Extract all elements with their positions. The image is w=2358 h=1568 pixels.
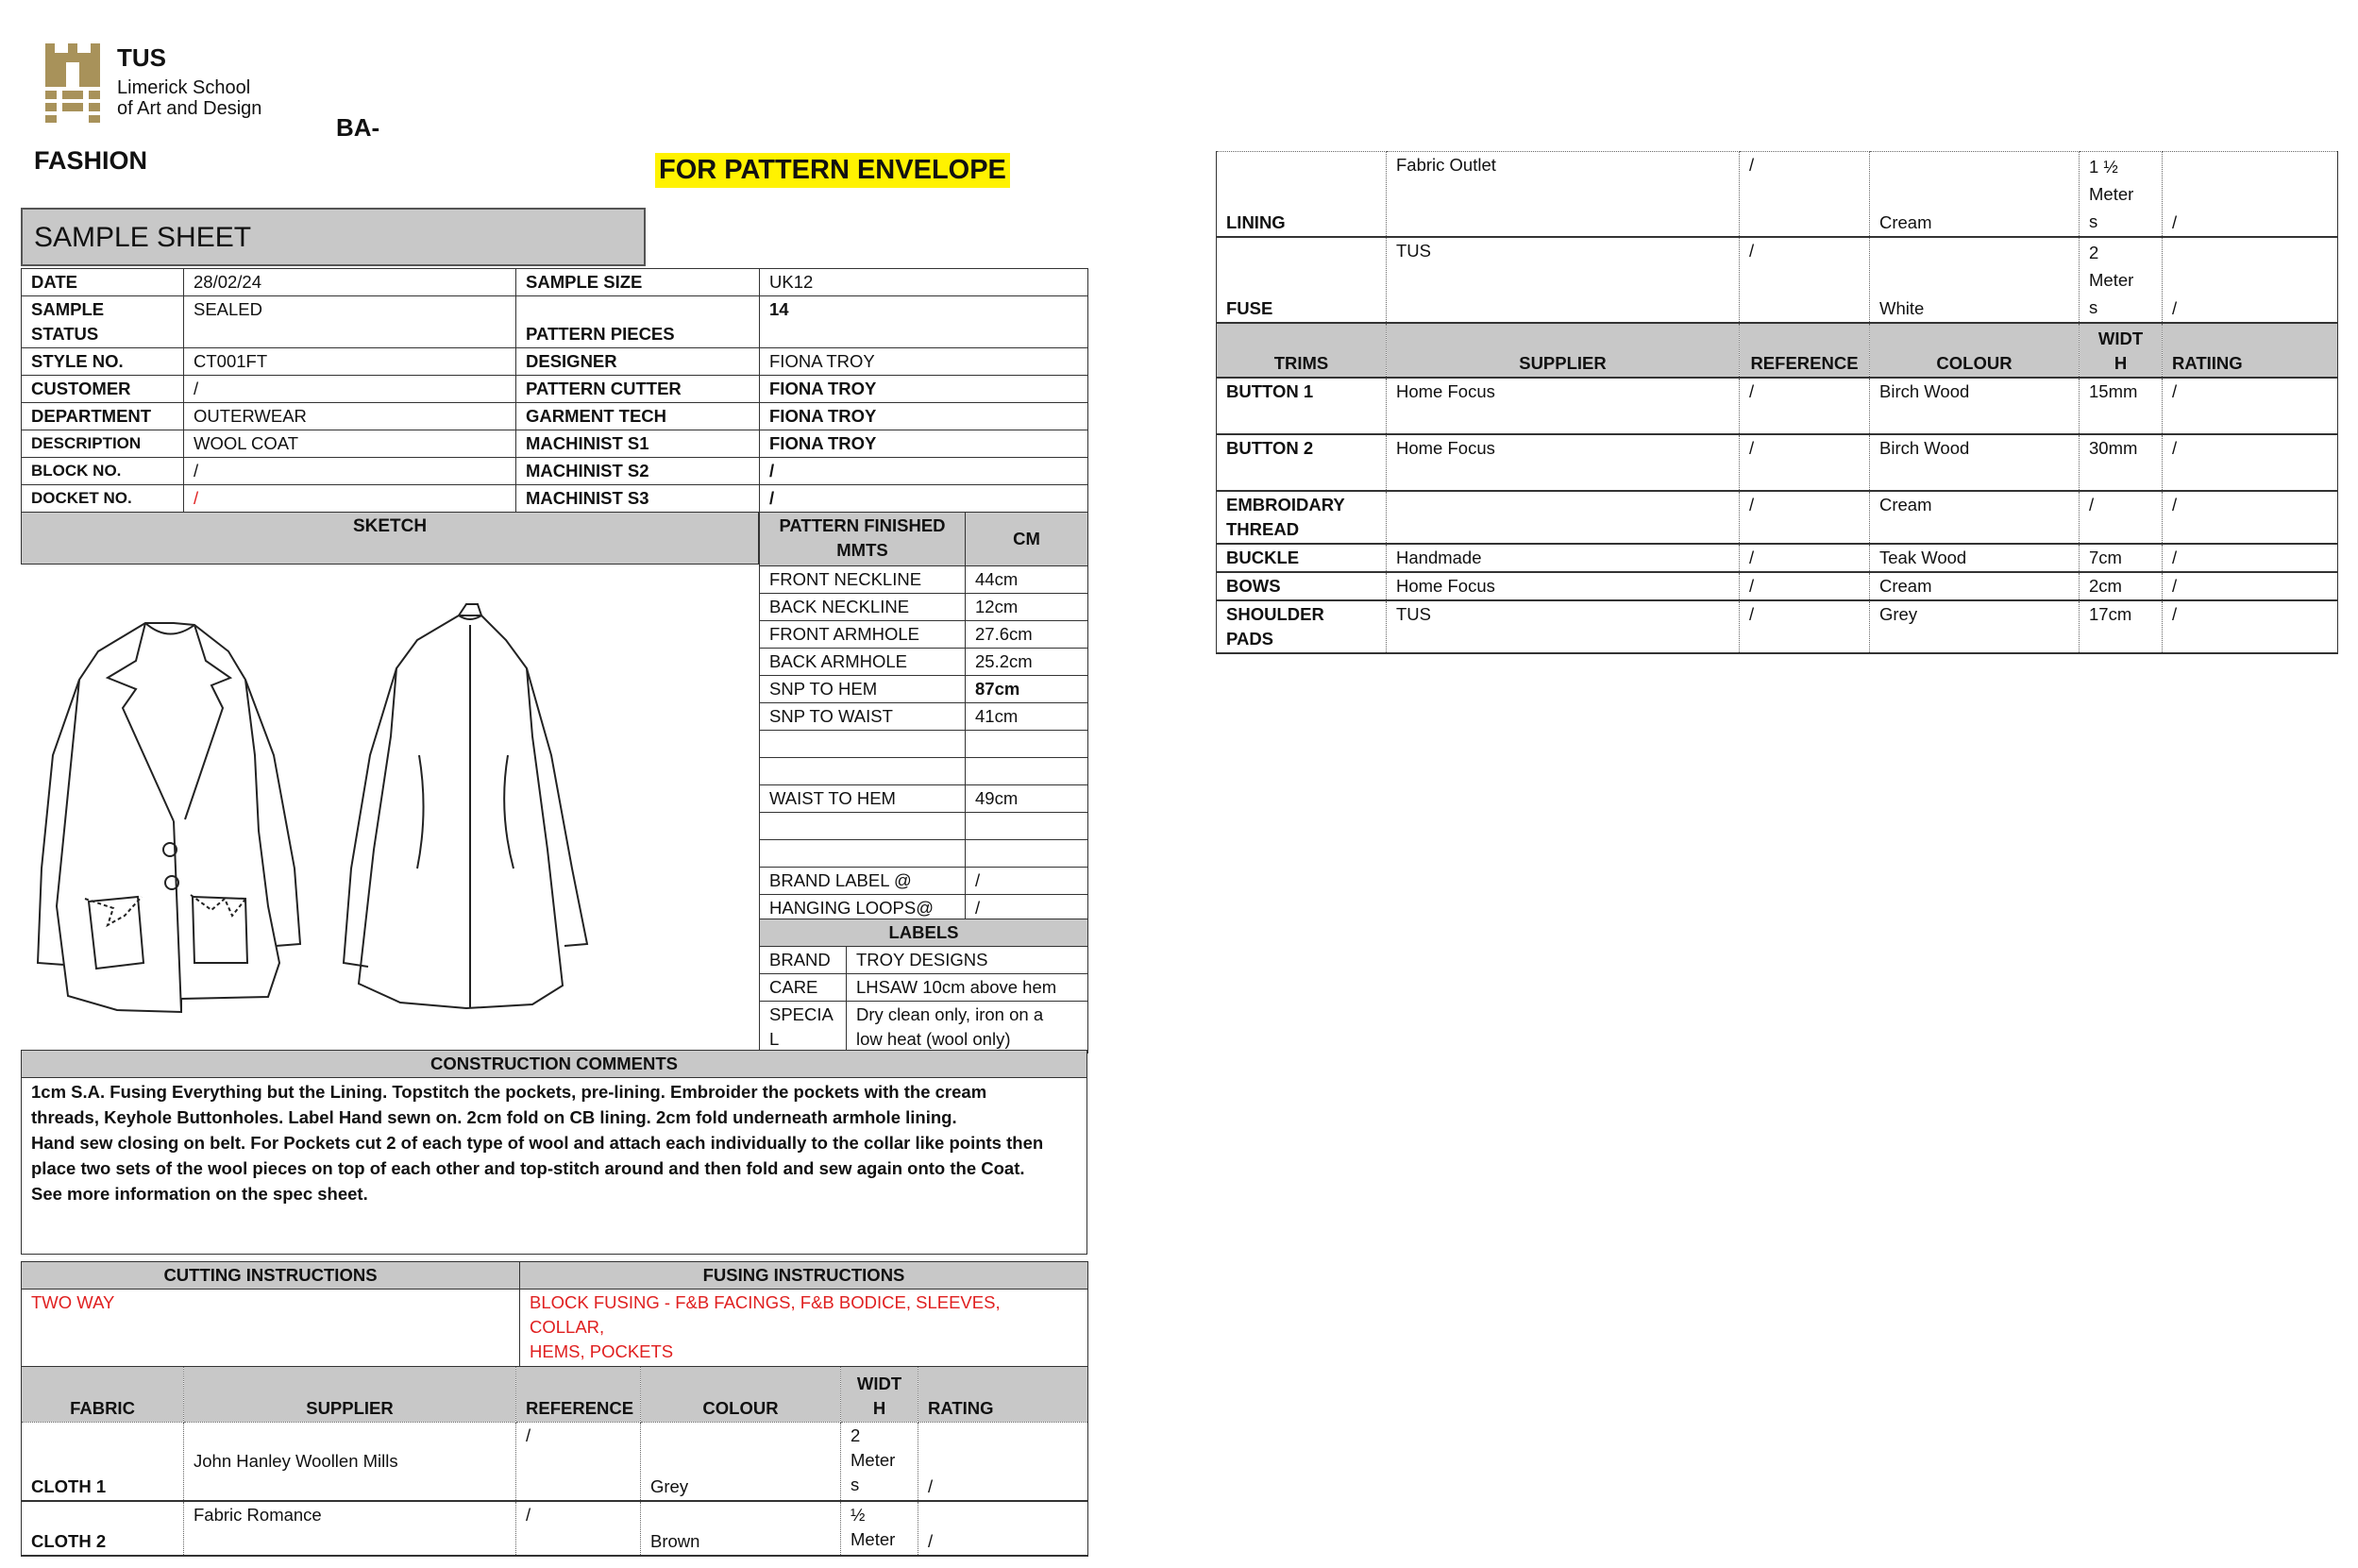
table-row <box>22 1051 1087 1078</box>
machinist-s2-value: / <box>760 458 1088 485</box>
pocket-left-flap <box>85 897 142 925</box>
measure-value: 12cm <box>966 594 1088 621</box>
customer-label: CUSTOMER <box>22 376 184 403</box>
rating-header: RATING <box>918 1367 1088 1423</box>
garment-tech-value: FIONA TROY <box>760 403 1088 430</box>
table-row <box>1217 600 2338 653</box>
machinist-s1-label: MACHINIST S1 <box>516 430 760 458</box>
reference-header: REFERENCE <box>516 1367 641 1423</box>
lining-width-line1: 1 ½ <box>2089 157 2118 177</box>
sample-status-label <box>22 296 184 348</box>
table-row <box>760 621 1088 649</box>
special-value <box>847 1002 1088 1054</box>
table-row <box>22 1078 1087 1255</box>
construction-line-5: See more information on the spec sheet. <box>31 1184 368 1204</box>
measure-label: HANGING LOOPS@ <box>760 895 966 922</box>
trim-rating: / <box>2163 434 2338 491</box>
special-value-line2: low heat (wool only) <box>856 1029 1011 1049</box>
trim-supplier: Handmade <box>1387 544 1740 572</box>
designer-value: FIONA TROY <box>760 348 1088 376</box>
fabric-width <box>841 1501 918 1556</box>
trim-colour: Birch Wood <box>1870 434 2080 491</box>
front-closure <box>174 821 181 1012</box>
trims-reference-header: REFERENCE <box>1740 323 1870 378</box>
trim-reference: / <box>1740 491 1870 544</box>
ba-label: BA- <box>336 113 380 142</box>
machinist-s3-value: / <box>760 485 1088 513</box>
pattern-pieces-value: 14 <box>760 296 1088 348</box>
construction-line-4: place two sets of the wool pieces on top of each other and top-stitch around and then fold and sew again onto the Coat. <box>31 1158 1025 1178</box>
table-row <box>22 1367 1088 1423</box>
measurements-header-line2: MMTS <box>836 540 888 560</box>
table-row <box>760 919 1088 947</box>
brand-label: BRAND <box>760 947 847 974</box>
construction-header: CONSTRUCTION COMMENTS <box>22 1051 1087 1078</box>
width-header-line2: H <box>872 1398 886 1418</box>
measure-value: 87cm <box>966 676 1088 703</box>
trim-name-line2: PADS <box>1226 629 1274 649</box>
cutting-fusing-table <box>21 1261 1088 1368</box>
table-row <box>760 513 1088 566</box>
measure-blank <box>760 840 966 868</box>
measure-blank <box>760 758 966 785</box>
construction-line-1: 1cm S.A. Fusing Everything but the Lining. Topstitch the pockets, pre-lining. Embroider the pockets with the cream <box>31 1082 987 1102</box>
fabric-width <box>841 1423 918 1502</box>
cutting-header: CUTTING INSTRUCTIONS <box>22 1262 520 1290</box>
supplier-header: SUPPLIER <box>184 1367 516 1423</box>
trim-name-line1: SHOULDER <box>1226 604 1324 624</box>
table-row <box>1217 434 2338 491</box>
table-row <box>22 296 1088 348</box>
fuse-reference: / <box>1740 237 1870 323</box>
coat-flat-sketch <box>23 566 759 1048</box>
measurements-unit-header: CM <box>966 513 1088 566</box>
trim-width: 7cm <box>2080 544 2163 572</box>
back-sleeve-right <box>527 668 587 946</box>
measurements-table <box>759 512 1088 922</box>
special-label-line1: SPECIA <box>769 1004 834 1024</box>
fabric-rating: / <box>918 1423 1088 1502</box>
trim-width: / <box>2080 491 2163 544</box>
block-no-label: BLOCK NO. <box>22 458 184 485</box>
trim-width: 17cm <box>2080 600 2163 653</box>
logo-line-2: of Art and Design <box>117 98 262 119</box>
fabric-width-line1: 2 <box>851 1425 861 1445</box>
fuse-supplier: TUS <box>1387 237 1740 323</box>
fusing-header: FUSING INSTRUCTIONS <box>520 1262 1088 1290</box>
fuse-width-line1: 2 <box>2089 243 2099 262</box>
measure-value: / <box>966 868 1088 895</box>
labels-table <box>759 919 1088 1054</box>
construction-line-2: threads, Keyhole Buttonholes. Label Hand sewn on. 2cm fold on CB lining. 2cm fold underneath armhole lining. <box>31 1107 957 1127</box>
front-lapel-left <box>108 623 174 821</box>
special-label-line2: L <box>769 1029 780 1049</box>
lining-reference: / <box>1740 152 1870 238</box>
sample-status-value: SEALED <box>184 296 516 348</box>
front-sleeve-right <box>245 680 300 946</box>
trims-rating-header: RATIING <box>2163 323 2338 378</box>
trim-colour: Cream <box>1870 491 2080 544</box>
tus-castle-logo-icon <box>43 43 102 123</box>
fabric-width-line3: s <box>851 1475 860 1494</box>
sample-size-label: SAMPLE SIZE <box>516 269 760 296</box>
fuse-colour: White <box>1870 237 2080 323</box>
fabric-width-line2: Meter <box>851 1450 896 1470</box>
fabric-rating: / <box>918 1501 1088 1556</box>
fusing-text-line1: BLOCK FUSING - F&B FACINGS, F&B BODICE, SLEEVES, COLLAR, <box>530 1292 1001 1337</box>
fusing-text <box>520 1290 1088 1368</box>
fabric-name: CLOTH 2 <box>22 1501 184 1556</box>
description-value: WOOL COAT <box>184 430 516 458</box>
trim-name-line1: EMBROIDARY <box>1226 495 1345 514</box>
trim-supplier: Home Focus <box>1387 572 1740 600</box>
table-row <box>1217 323 2338 378</box>
table-row <box>760 1002 1088 1054</box>
description-label: DESCRIPTION <box>22 430 184 458</box>
trim-colour: Grey <box>1870 600 2080 653</box>
back-dart-right <box>504 755 514 868</box>
table-row <box>760 566 1088 594</box>
fusing-text-line2: HEMS, POCKETS <box>530 1341 674 1361</box>
tus-logo <box>43 42 298 136</box>
fabric-colour: Grey <box>641 1423 841 1502</box>
docket-no-value: / <box>184 485 516 513</box>
measure-blank <box>966 731 1088 758</box>
fabric-name: CLOTH 1 <box>22 1423 184 1502</box>
table-row <box>22 348 1088 376</box>
fabric-header: FABRIC <box>22 1367 184 1423</box>
table-row <box>760 813 1088 840</box>
trim-rating: / <box>2163 572 2338 600</box>
pattern-cutter-label: PATTERN CUTTER <box>516 376 760 403</box>
trims-supplier-header: SUPPLIER <box>1387 323 1740 378</box>
measure-blank <box>966 813 1088 840</box>
table-row <box>22 485 1088 513</box>
style-no-label: STYLE NO. <box>22 348 184 376</box>
date-label: DATE <box>22 269 184 296</box>
fuse-width-line2: Meter <box>2089 270 2134 290</box>
date-value: 28/02/24 <box>184 269 516 296</box>
table-row <box>760 731 1088 758</box>
trim-rating: / <box>2163 600 2338 653</box>
trims-width-header-line2: H <box>2114 353 2128 373</box>
trims-colour-header: COLOUR <box>1870 323 2080 378</box>
fabric-width-line2: Meter <box>851 1529 896 1549</box>
logo-line-1: Limerick School <box>117 77 251 98</box>
machinist-s1-value: FIONA TROY <box>760 430 1088 458</box>
measure-label: SNP TO HEM <box>760 676 966 703</box>
table-row <box>22 458 1088 485</box>
lining-label: LINING <box>1217 152 1387 238</box>
trim-name: BUTTON 2 <box>1217 434 1387 491</box>
fuse-label: FUSE <box>1217 237 1387 323</box>
measure-label: FRONT ARMHOLE <box>760 621 966 649</box>
sample-size-value: UK12 <box>760 269 1088 296</box>
table-row <box>760 758 1088 785</box>
fabric-supplier: Fabric Romance <box>184 1501 516 1556</box>
table-row <box>22 269 1088 296</box>
construction-table <box>21 1050 1087 1255</box>
trim-reference: / <box>1740 544 1870 572</box>
construction-line-3: Hand sew closing on belt. For Pockets cut 2 of each type of wool and attach each individually to the collar like points then <box>31 1133 1044 1153</box>
back-dart-left <box>417 755 424 868</box>
trims-width-header <box>2080 323 2163 378</box>
trim-name: BUCKLE <box>1217 544 1387 572</box>
measure-label: BACK ARMHOLE <box>760 649 966 676</box>
table-row <box>760 594 1088 621</box>
sample-status-label-line2: STATUS <box>31 324 99 344</box>
pocket-left <box>89 897 143 969</box>
fabric-table <box>21 1366 1088 1557</box>
machinist-s3-label: MACHINIST S3 <box>516 485 760 513</box>
table-row <box>22 1501 1088 1556</box>
trim-name <box>1217 491 1387 544</box>
table-row <box>22 403 1088 430</box>
table-row <box>22 1262 1088 1290</box>
measure-value: 25.2cm <box>966 649 1088 676</box>
fabric-reference: / <box>516 1423 641 1502</box>
fuse-width <box>2080 237 2163 323</box>
care-value: LHSAW 10cm above hem <box>847 974 1088 1002</box>
trim-colour: Cream <box>1870 572 2080 600</box>
designer-label: DESIGNER <box>516 348 760 376</box>
trim-reference: / <box>1740 434 1870 491</box>
customer-value: / <box>184 376 516 403</box>
pattern-envelope-banner: FOR PATTERN ENVELOPE <box>655 153 1010 188</box>
table-row <box>760 840 1088 868</box>
trims-header: TRIMS <box>1217 323 1387 378</box>
trim-rating: / <box>2163 544 2338 572</box>
machinist-s2-label: MACHINIST S2 <box>516 458 760 485</box>
logo-name: TUS <box>117 43 166 72</box>
measurements-header <box>760 513 966 566</box>
back-coat-body <box>359 615 563 1008</box>
table-row <box>22 376 1088 403</box>
table-row <box>1217 378 2338 434</box>
docket-no-label: DOCKET NO. <box>22 485 184 513</box>
table-row <box>760 703 1088 731</box>
fashion-label: FASHION <box>34 146 148 175</box>
measure-value: 27.6cm <box>966 621 1088 649</box>
table-row <box>22 1290 1088 1368</box>
table-row <box>22 1423 1088 1502</box>
trim-supplier: TUS <box>1387 600 1740 653</box>
pattern-cutter-value: FIONA TROY <box>760 376 1088 403</box>
measure-blank <box>760 731 966 758</box>
brand-value: TROY DESIGNS <box>847 947 1088 974</box>
table-row <box>1217 237 2338 323</box>
fabric-supplier: John Hanley Woollen Mills <box>184 1423 516 1502</box>
fabric-reference: / <box>516 1501 641 1556</box>
measure-label: SNP TO WAIST <box>760 703 966 731</box>
colour-header: COLOUR <box>641 1367 841 1423</box>
table-row <box>1217 491 2338 544</box>
trim-colour: Birch Wood <box>1870 378 2080 434</box>
table-row <box>760 947 1088 974</box>
special-label <box>760 1002 847 1054</box>
trim-rating: / <box>2163 491 2338 544</box>
trim-reference: / <box>1740 600 1870 653</box>
fabric-colour: Brown <box>641 1501 841 1556</box>
lining-width <box>2080 152 2163 238</box>
measure-value: / <box>966 895 1088 922</box>
trim-reference: / <box>1740 378 1870 434</box>
table-row <box>1217 152 2338 238</box>
back-collar <box>459 604 481 619</box>
labels-header: LABELS <box>760 919 1088 947</box>
width-header-line1: WIDT <box>856 1374 902 1393</box>
sample-status-label-line1: SAMPLE <box>31 299 105 319</box>
measure-label: FRONT NECKLINE <box>760 566 966 594</box>
lining-colour: Cream <box>1870 152 2080 238</box>
fuse-width-line3: s <box>2089 297 2098 317</box>
front-lapel-right <box>185 625 230 819</box>
trim-reference: / <box>1740 572 1870 600</box>
block-no-value: / <box>184 458 516 485</box>
pattern-pieces-label: PATTERN PIECES <box>516 296 760 348</box>
fabric-width-line1: ½ <box>851 1505 866 1525</box>
table-row <box>1217 544 2338 572</box>
table-row <box>760 974 1088 1002</box>
table-row <box>760 649 1088 676</box>
sample-info-table <box>21 268 1088 513</box>
measure-blank <box>966 840 1088 868</box>
garment-tech-label: GARMENT TECH <box>516 403 760 430</box>
lining-width-line3: s <box>2089 211 2098 231</box>
sketch-header: SKETCH <box>21 512 759 565</box>
department-label: DEPARTMENT <box>22 403 184 430</box>
lining-supplier: Fabric Outlet <box>1387 152 1740 238</box>
trim-name: BOWS <box>1217 572 1387 600</box>
lining-width-line2: Meter <box>2089 184 2134 204</box>
width-header <box>841 1367 918 1423</box>
measure-label: BACK NECKLINE <box>760 594 966 621</box>
measure-value: 41cm <box>966 703 1088 731</box>
table-row <box>760 868 1088 895</box>
lining-rating: / <box>2163 152 2338 238</box>
style-no-value: CT001FT <box>184 348 516 376</box>
table-row <box>22 430 1088 458</box>
table-row <box>760 676 1088 703</box>
back-sleeve-left <box>344 668 396 967</box>
cutting-text: TWO WAY <box>22 1290 520 1368</box>
lining-trims-table <box>1216 151 2338 654</box>
table-row <box>1217 572 2338 600</box>
trims-width-header-line1: WIDT <box>2097 329 2144 348</box>
trim-width: 2cm <box>2080 572 2163 600</box>
measure-value: 49cm <box>966 785 1088 813</box>
measure-label: BRAND LABEL @ <box>760 868 966 895</box>
trim-width: 15mm <box>2080 378 2163 434</box>
trim-width: 30mm <box>2080 434 2163 491</box>
trim-colour: Teak Wood <box>1870 544 2080 572</box>
measure-blank <box>760 813 966 840</box>
trim-supplier: Home Focus <box>1387 434 1740 491</box>
department-value: OUTERWEAR <box>184 403 516 430</box>
sample-sheet-title: SAMPLE SHEET <box>21 208 646 266</box>
measurements-header-line1: PATTERN FINISHED <box>779 515 946 535</box>
construction-comments <box>22 1078 1087 1255</box>
measure-value: 44cm <box>966 566 1088 594</box>
fuse-rating: / <box>2163 237 2338 323</box>
measure-label: WAIST TO HEM <box>760 785 966 813</box>
table-row <box>760 785 1088 813</box>
care-label: CARE <box>760 974 847 1002</box>
trim-name: BUTTON 1 <box>1217 378 1387 434</box>
measure-blank <box>966 758 1088 785</box>
trim-name-line2: THREAD <box>1226 519 1300 539</box>
special-value-line1: Dry clean only, iron on a <box>856 1004 1044 1024</box>
trim-supplier: Home Focus <box>1387 378 1740 434</box>
trim-name <box>1217 600 1387 653</box>
trim-supplier <box>1387 491 1740 544</box>
trim-rating: / <box>2163 378 2338 434</box>
